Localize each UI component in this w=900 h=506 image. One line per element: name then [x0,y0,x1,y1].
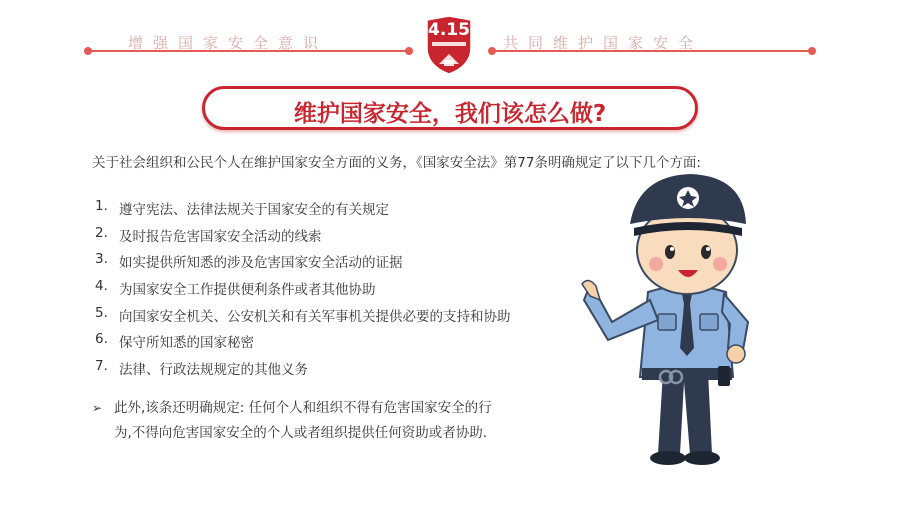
list-item [95,278,511,305]
list-item [95,198,511,225]
title-banner [202,86,698,130]
page-title: 维护国家安全，我们该怎么做? [293,101,607,127]
intro-text: 关于社会组织和公民个人在维护国家安全方面的义务，《国家安全法》第77条明确规定了以下几个方面: [92,155,701,171]
item-number: 5. [95,304,108,321]
header-dot-mid-left [405,47,413,55]
item-number: 2. [95,224,108,241]
item-text: 遵守宪法、法律法规关于国家安全的有关规定 [119,202,389,218]
item-text: 如实提供所知悉的涉及危害国家安全活动的证据 [119,255,403,272]
note-line-1: 此外,该条还明确规定: 任何个人和组织不得有危害国家安全的行 [114,400,492,416]
badge-number: 4.15 [428,20,470,40]
list-item [95,305,511,332]
item-text: 保守所知悉的国家秘密 [119,335,254,352]
item-text: 向国家安全机关、公安机关和有关军事机关提供必要的支持和协助 [119,308,511,325]
item-text: 为国家安全工作提供便利条件或者其他协助 [119,282,376,299]
item-number: 4. [95,278,108,295]
obligations-list [95,198,511,385]
item-text: 及时报告危害国家安全活动的线索 [119,228,322,245]
item-number: 6. [95,331,108,348]
additional-note [92,396,492,446]
header-slogan-right: 共同维护国家安全 [503,34,704,52]
item-number: 3. [95,251,108,268]
police-officer-illustration [578,172,773,468]
item-text: 法律、行政法规规定的其他义务 [119,362,308,379]
header-dot-right [808,47,816,55]
list-item [95,331,511,358]
header-dot-left [84,47,92,55]
note-line-2: 为,不得向危害国家安全的个人或者组织提供任何资助或者协助. [114,425,488,441]
item-number: 1. [95,198,108,214]
item-number: 7. [95,358,108,375]
header-dot-mid-right [488,47,496,55]
list-item [95,225,511,252]
header-slogan-left: 增强国家安全意识 [128,34,329,52]
list-item [95,358,511,385]
security-day-shield-icon [424,14,474,76]
arrow-bullet-icon: ➢ [92,401,103,415]
list-item [95,251,511,278]
